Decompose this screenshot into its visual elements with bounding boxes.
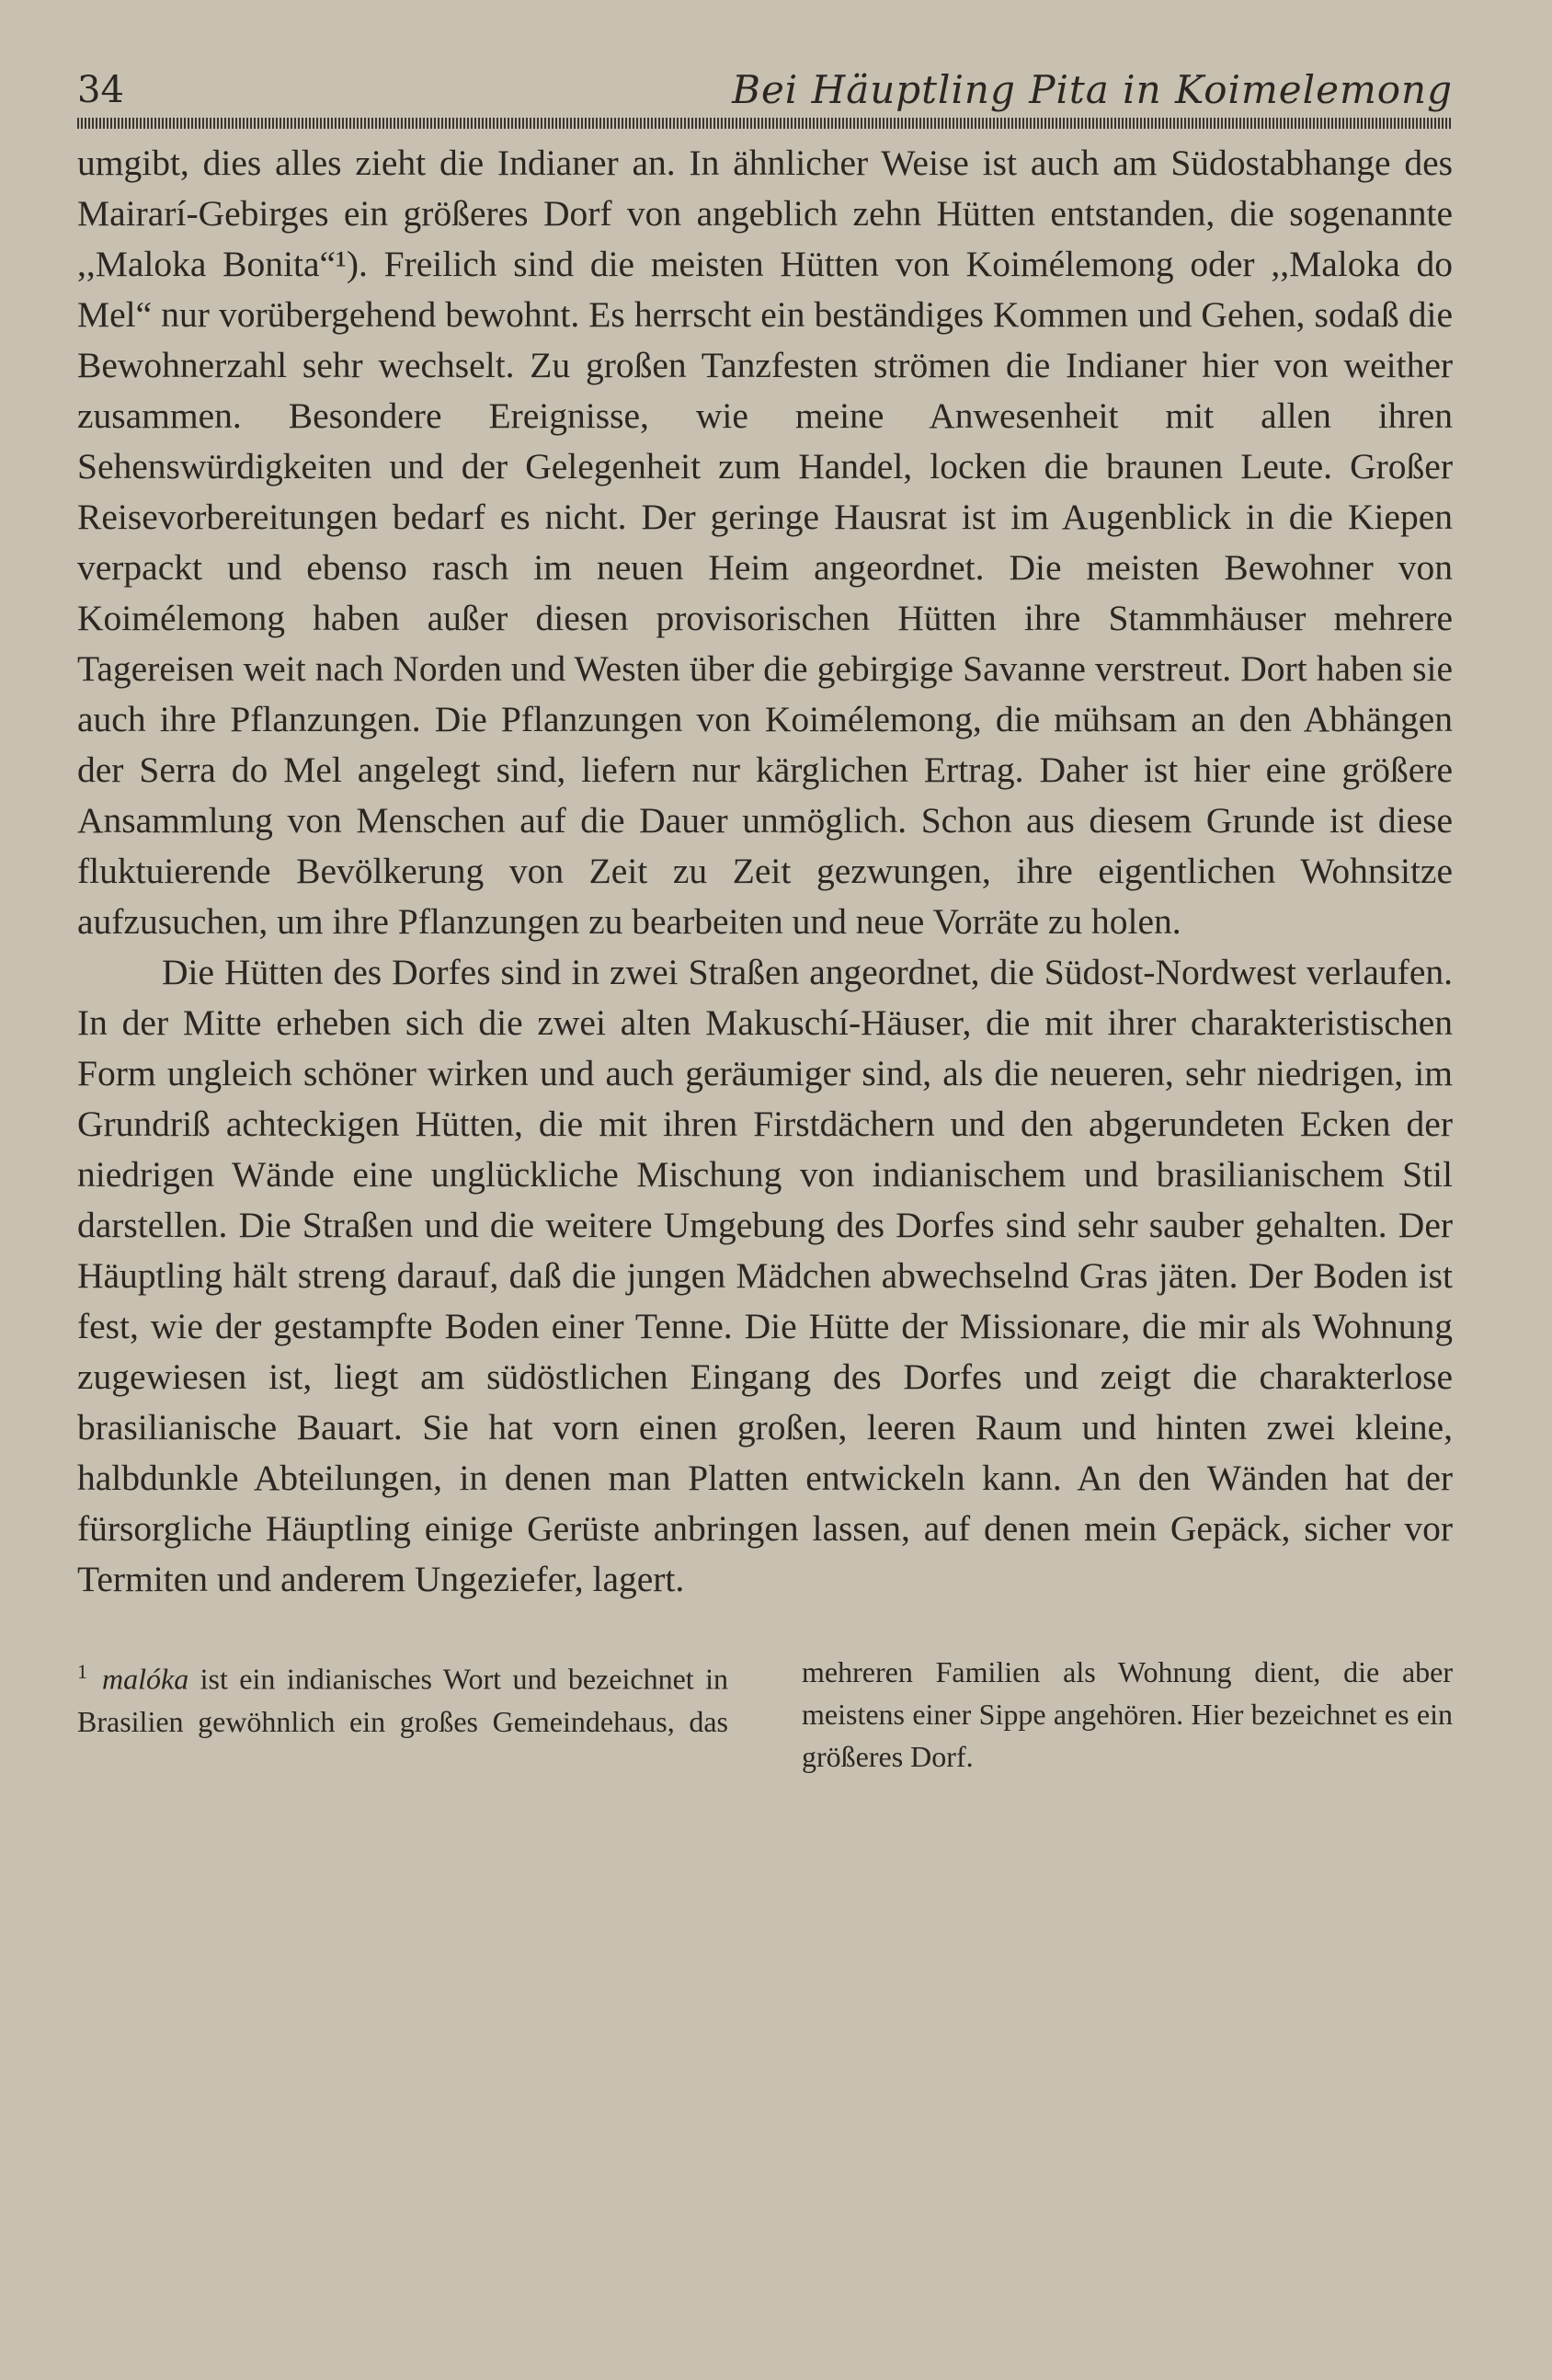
header-rule xyxy=(77,118,1453,129)
footnote-text: ist ein indianisches Wort und bezeichnet in Brasilien gewöhnlich ein großes Gemeindehaus, das mehreren Familien als Wohnung dient, die aber meistens einer Sippe angehören. Hier bezeichnet es ein größeres Dorf. xyxy=(77,1655,1453,1773)
book-page xyxy=(77,64,1453,1778)
paragraph-2: Die Hütten des Dorfes sind in zwei Straßen angeordnet, die Südost-Nordwest verlaufen. In der Mitte erheben sich die zwei alten Makuschí-Häuser, die mit ihrer charakteristischen Form ungleich schöner wirken und auch geräumiger sind, als die neueren, sehr niedrigen, im Grundriß achteckigen Hütten, die mit ihren Firstdächern und den abgerundeten Ecken der niedrigen Wände eine unglückliche Mischung von indianischem und brasilianischem Stil darstellen. Die Straßen und die weitere Umgebung des Dorfes sind sehr sauber gehalten. Der Häuptling hält streng darauf, daß die jungen Mädchen abwechselnd Gras jäten. Der Boden ist fest, wie der gestampfte Boden einer Tenne. Die Hütte der Missionare, die mir als Wohnung zugewiesen ist, liegt am südöstlichen Eingang des Dorfes und zeigt die charakterlose brasilianische Bauart. Sie hat vorn einen großen, leeren Raum und hinten zwei kleine, halbdunkle Abteilungen, in denen man Platten entwickeln kann. An den Wänden hat der fürsorgliche Häuptling einige Gerüste anbringen lassen, auf denen mein Gepäck, sicher vor Termiten und anderem Ungeziefer, lagert. xyxy=(77,952,1453,1599)
running-title: Bei Häuptling Pita in Koimelemong xyxy=(732,67,1453,112)
footnote-mark: 1 xyxy=(77,1660,87,1683)
paragraph-1: umgibt, dies alles zieht die Indianer an. In ähnlicher Weise ist auch am Südostabhange des Mairarí-Gebirges ein größeres Dorf von angeblich zehn Hütten entstanden, die sogenannte ,,Maloka Bonita“¹). Freilich sind die meisten Hütten von Koimélemong oder ,,Maloka do Mel“ nur vorübergehend bewohnt. Es herrscht ein beständiges Kommen und Gehen, sodaß die Bewohnerzahl sehr wechselt. Zu großen Tanzfesten strömen die Indianer hier von weither zusammen. Besondere Ereignisse, wie meine Anwesenheit mit allen ihren Sehenswürdigkeiten und der Gelegenheit zum Handel, locken die braunen Leute. Großer Reisevorbereitungen bedarf es nicht. Der geringe Hausrat ist im Augenblick in die Kiepen verpackt und ebenso rasch im neuen Heim angeordnet. Die meisten Bewohner von Koimélemong haben außer diesen provisorischen Hütten ihre Stammhäuser mehrere Tagereisen weit nach Norden und Westen über die gebirgige Savanne verstreut. Dort haben sie auch ihre Pflanzungen. Die Pflanzungen von Koimélemong, die mühsam an den Abhängen der Serra do Mel angelegt sind, liefern nur kärglichen Ertrag. Daher ist hier eine größere Ansammlung von Menschen auf die Dauer unmöglich. Schon aus diesem Grunde ist diese fluktuierende Bevölkerung von Zeit zu Zeit gezwungen, ihre eigentlichen Wohnsitze aufzusuchen, um ihre Pflanzungen zu bearbeiten und neue Vorräte zu holen. xyxy=(77,143,1453,942)
page-number: 34 xyxy=(77,69,124,111)
footnote xyxy=(77,1651,1453,1778)
page-header xyxy=(77,64,1453,116)
footnote-term: malóka xyxy=(102,1662,189,1696)
body-text xyxy=(77,138,1453,1605)
